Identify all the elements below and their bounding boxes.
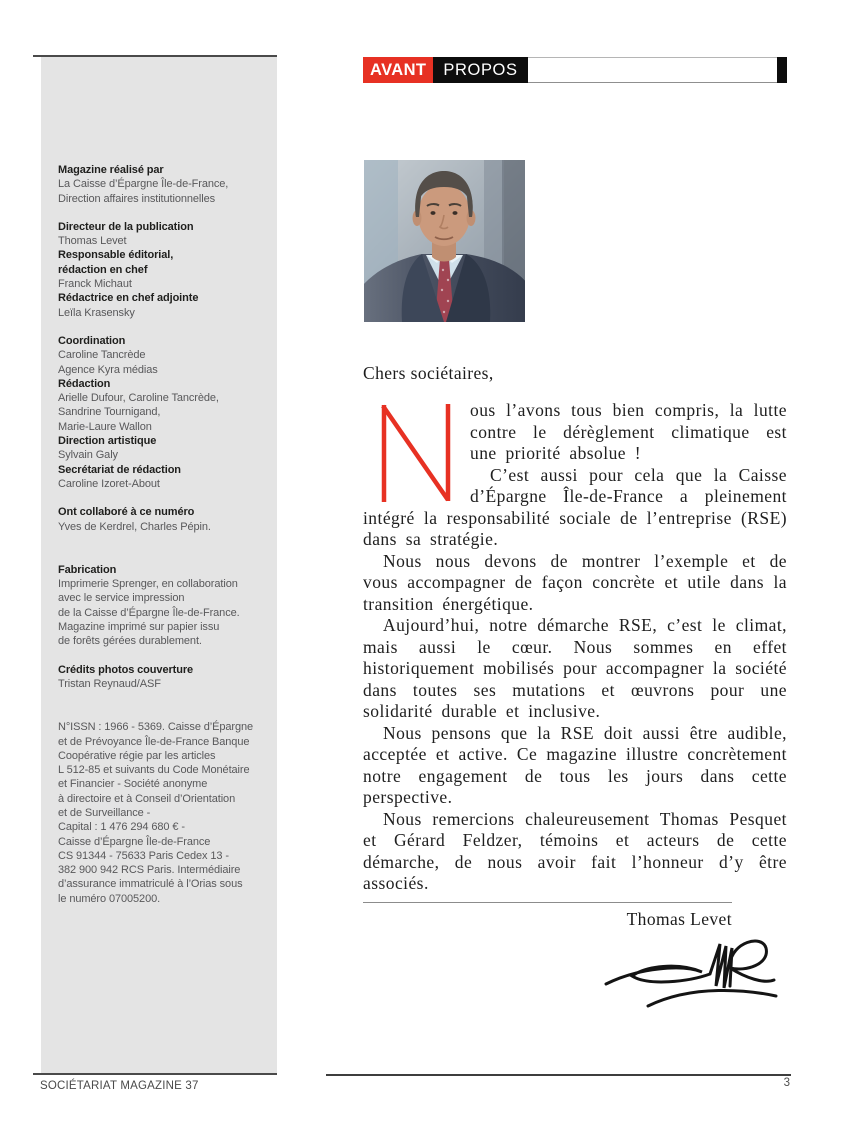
credit-value: de la Caisse d’Épargne Île-de-France.	[58, 606, 240, 619]
credit-value: et de Prévoyance Île-de-France Banque	[58, 735, 250, 748]
masthead-bottom-rule	[33, 1073, 277, 1075]
paragraph: Nous pensons que la RSE doit aussi être audible, acceptée et active. Ce magazine illustre concrètement notre engagement de tous les jours dans cette perspective.	[363, 722, 787, 807]
credit-value: Capital : 1 476 294 680 € -	[58, 821, 185, 834]
paragraph: Nous nous devons de montrer l’exemple et de vous accompagner de façon concrète et utile dans la transition énergétique.	[363, 550, 787, 614]
portrait-illustration	[364, 160, 525, 322]
credit-value: Caisse d’Épargne Île-de-France	[58, 835, 211, 848]
credit-value: Leïla Krasensky	[58, 306, 135, 319]
paragraph: Aujourd’hui, notre démarche RSE, c’est le climat, mais aussi le cœur. Nous sommes en effet historiquement mobilisés pour accompagner la société dans toutes ses mutations et œuvrons pour une solidarité durable et inclusive.	[363, 615, 787, 721]
credit-value: et Financier - Société anonyme	[58, 778, 208, 791]
credit-role-label: Ont collaboré à ce numéro	[58, 506, 195, 519]
credit-value: Direction affaires institutionnelles	[58, 192, 216, 205]
credit-role-label: Secrétariat de rédaction	[58, 463, 181, 476]
signature-scribble	[598, 934, 783, 1014]
credit-role-label: Directeur de la publication	[58, 220, 194, 233]
lede-paragraph	[363, 400, 787, 551]
credit-value: Caroline Tancrède	[58, 349, 146, 362]
credit-value: Coopérative régie par les articles	[58, 749, 216, 762]
credit-role-label: Magazine réalisé par	[58, 164, 164, 176]
credit-value: 382 900 942 RCS Paris. Intermédiaire	[58, 864, 241, 877]
signature-name: Thomas Levet	[626, 909, 732, 929]
credit-role-label: Crédits photos couverture	[58, 663, 194, 676]
credit-role-label: Rédaction	[58, 377, 111, 390]
credit-value: d’assurance immatriculé à l’Orias sous	[58, 878, 243, 891]
paragraph: Nous remercions chaleureusement Thomas Pesquet et Gérard Feldzer, témoins et acteurs de cette démarche, de nous avoir fait l’honneur d’y être associés.	[363, 808, 787, 893]
credit-role-label: rédaction en chef	[58, 263, 148, 276]
credit-value: avec le service impression	[58, 592, 185, 605]
credit-value: N°ISSN : 1966 - 5369. Caisse d’Épargne	[58, 721, 254, 734]
credit-value: Agence Kyra médias	[58, 363, 158, 376]
masthead-sidebar	[41, 57, 277, 1073]
salutation: Chers sociétaires,	[363, 363, 494, 383]
masthead-block	[58, 505, 265, 534]
credit-value: de forêts gérées durablement.	[58, 635, 202, 648]
kicker-end-block	[777, 57, 787, 83]
body-text	[363, 400, 787, 895]
credit-value: Arielle Dufour, Caroline Tancrède,	[58, 392, 219, 405]
credit-value: et de Surveillance -	[58, 806, 151, 819]
credit-role-label: Coordination	[58, 334, 126, 347]
kicker-rule	[528, 57, 777, 83]
credit-value: Sylvain Galy	[58, 449, 118, 462]
credit-role-label: Direction artistique	[58, 435, 157, 448]
kicker-propos-label: PROPOS	[433, 57, 527, 83]
signature-handwriting	[598, 934, 783, 1014]
credit-value: Thomas Levet	[58, 235, 127, 248]
credit-value: La Caisse d’Épargne Île-de-France,	[58, 178, 229, 191]
paragraph: ous l’avons tous bien compris, la lutte contre le dérèglement climatique est une priorité absolue !	[470, 400, 787, 463]
credit-value: Caroline Izoret-About	[58, 477, 160, 490]
masthead-credits	[41, 57, 277, 906]
signature-rule	[363, 902, 732, 903]
editorial-column	[363, 0, 787, 1148]
credit-value: Imprimerie Sprenger, en collaboration	[58, 578, 238, 591]
paragraph: C’est aussi pour cela que la Caisse d’Épargne Île-de-France a pleinement intégré la responsabilité sociale de l’entreprise (RSE) dans sa stratégie.	[363, 464, 787, 549]
credit-role-label: Responsable éditorial,	[58, 249, 174, 262]
dropcap-letter-n	[378, 403, 455, 503]
footer-rule	[326, 1074, 791, 1076]
dropcap-n-glyph	[378, 403, 455, 503]
credit-value: Tristan Reynaud/ASF	[58, 677, 161, 690]
masthead-block	[58, 334, 265, 491]
footer-magazine-title: SOCIÉTARIAT MAGAZINE 37	[40, 1080, 199, 1092]
credit-value: Sandrine Tournigand,	[58, 406, 161, 419]
credit-value: Magazine imprimé sur papier issu	[58, 621, 220, 634]
masthead-block	[58, 563, 265, 649]
masthead-block	[58, 163, 265, 206]
credit-value: L 512-85 et suivants du Code Monétaire	[58, 764, 250, 777]
masthead-block	[58, 220, 265, 320]
credit-value: Yves de Kerdrel, Charles Pépin.	[58, 520, 211, 533]
masthead-block	[58, 663, 265, 692]
kicker-avant-label: AVANT	[363, 57, 433, 83]
credit-role-label: Fabrication	[58, 563, 117, 576]
portrait-photo	[364, 160, 525, 322]
page-number: 3	[783, 1077, 790, 1089]
paragraph-group	[363, 551, 787, 895]
credit-value: Marie-Laure Wallon	[58, 420, 152, 433]
section-header	[363, 57, 787, 83]
masthead-block	[58, 720, 265, 906]
credit-value: Franck Michaut	[58, 278, 132, 291]
credit-role-label: Rédactrice en chef adjointe	[58, 292, 199, 305]
credit-value: le numéro 07005200.	[58, 892, 161, 905]
credit-value: à directoire et à Conseil d’Orientation	[58, 792, 236, 805]
credit-value: CS 91344 - 75633 Paris Cedex 13 -	[58, 849, 229, 862]
